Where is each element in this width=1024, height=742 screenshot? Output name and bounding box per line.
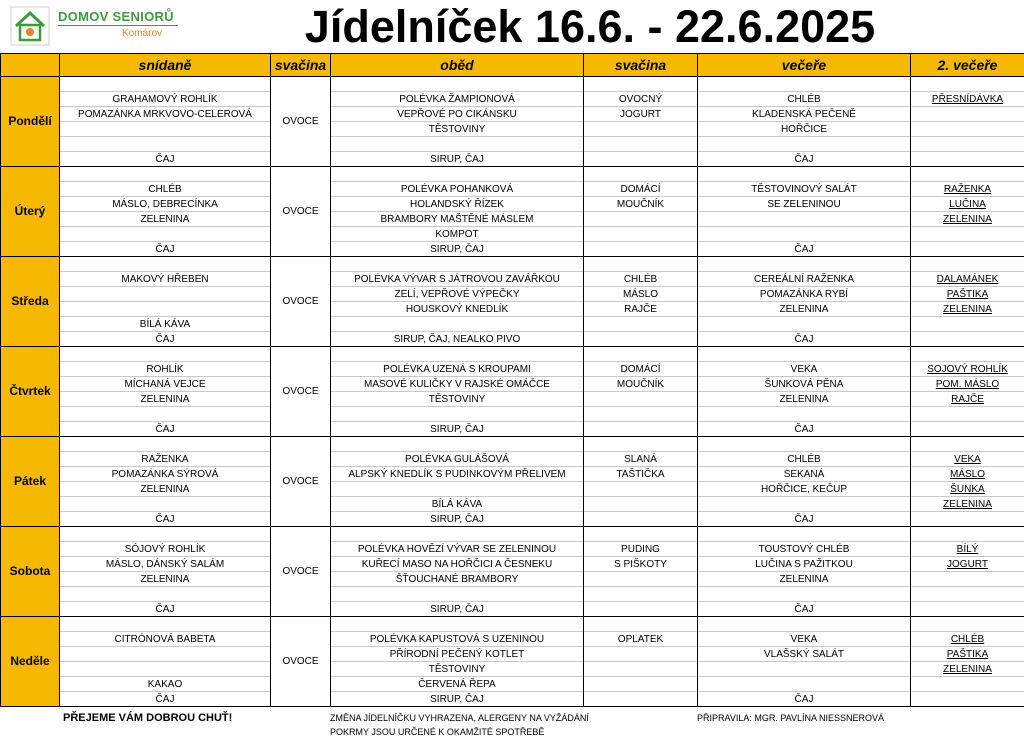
lunch-cell (331, 407, 584, 422)
table-row (1, 347, 1024, 362)
second-dinner-cell: POM. MÁSLO (911, 377, 1024, 392)
dinner-cell: SEKANÁ (698, 467, 911, 482)
lunch-cell: ŠŤOUCHANÉ BRAMBORY (331, 572, 584, 587)
day-name: Sobota (1, 527, 60, 617)
lunch-cell: TĚSTOVINY (331, 122, 584, 137)
snack-cell (584, 227, 698, 242)
snack-cell (584, 137, 698, 152)
table-row (1, 107, 1024, 122)
snack-cell (584, 647, 698, 662)
snack-cell (584, 152, 698, 167)
second-dinner-cell (911, 137, 1024, 152)
lunch-cell (331, 437, 584, 452)
dinner-cell (698, 167, 911, 182)
breakfast-cell: MÁSLO, DEBRECÍNKA (60, 197, 271, 212)
table-row (1, 212, 1024, 227)
lunch-cell (331, 137, 584, 152)
dinner-cell: SE ZELENINOU (698, 197, 911, 212)
second-dinner-cell (911, 227, 1024, 242)
breakfast-cell: SÓJOVÝ ROHLÍK (60, 542, 271, 557)
breakfast-cell: POMAZÁNKA SÝROVÁ (60, 467, 271, 482)
lunch-cell: POLÉVKA ŽAMPIONOVÁ (331, 92, 584, 107)
snack-cell: SLANÁ (584, 452, 698, 467)
breakfast-cell: ČAJ (60, 152, 271, 167)
dinner-cell (698, 587, 911, 602)
logo (10, 6, 240, 50)
lunch-cell: SIRUP, ČAJ (331, 242, 584, 257)
breakfast-cell: MÍCHANÁ VEJCE (60, 377, 271, 392)
snack-cell (584, 677, 698, 692)
lunch-cell: VEPŘOVÉ PO CIKÁNSKU (331, 107, 584, 122)
dinner-cell: ČAJ (698, 512, 911, 527)
second-dinner-cell (911, 617, 1024, 632)
dinner-cell (698, 497, 911, 512)
second-dinner-cell: MÁSLO (911, 467, 1024, 482)
header-snack-2: svačina (584, 54, 698, 77)
snack-fruit-cell: OVOCE (271, 257, 331, 347)
dinner-cell (698, 137, 911, 152)
lunch-cell: SIRUP, ČAJ (331, 422, 584, 437)
breakfast-cell: ZELENINA (60, 392, 271, 407)
snack-fruit-cell: OVOCE (271, 77, 331, 167)
dinner-cell: ZELENINA (698, 392, 911, 407)
snack-cell (584, 587, 698, 602)
breakfast-cell (60, 227, 271, 242)
breakfast-cell: MÁSLO, DÁNSKÝ SALÁM (60, 557, 271, 572)
breakfast-cell (60, 587, 271, 602)
lunch-cell (331, 77, 584, 92)
dinner-cell (698, 317, 911, 332)
second-dinner-cell: BÍLÝ (911, 542, 1024, 557)
table-row (1, 662, 1024, 677)
snack-cell (584, 122, 698, 137)
day-name: Pondělí (1, 77, 60, 167)
lunch-cell: POLÉVKA HOVĚZÍ VÝVAR SE ZELENINOU (331, 542, 584, 557)
dinner-cell: LUČINA S PAŽITKOU (698, 557, 911, 572)
logo-divider (58, 25, 178, 26)
snack-cell (584, 602, 698, 617)
logo-place: Komárov (122, 28, 163, 39)
second-dinner-cell: RAJČE (911, 392, 1024, 407)
breakfast-cell (60, 137, 271, 152)
second-dinner-cell (911, 437, 1024, 452)
breakfast-cell (60, 617, 271, 632)
breakfast-cell (60, 437, 271, 452)
lunch-cell (331, 317, 584, 332)
breakfast-cell (60, 647, 271, 662)
snack-cell (584, 242, 698, 257)
second-dinner-cell: PAŠTIKA (911, 647, 1024, 662)
breakfast-cell (60, 167, 271, 182)
snack-cell (584, 482, 698, 497)
breakfast-cell: CHLÉB (60, 182, 271, 197)
second-dinner-cell (911, 512, 1024, 527)
header-lunch: oběd (331, 54, 584, 77)
logo-name: DOMOV SENIORŮ (58, 9, 174, 24)
header-row (1, 54, 1024, 77)
snack-cell (584, 692, 698, 707)
second-dinner-cell (911, 527, 1024, 542)
lunch-cell: TĚSTOVINY (331, 392, 584, 407)
second-dinner-cell: ZELENINA (911, 212, 1024, 227)
lunch-cell: HOUSKOVÝ KNEDLÍK (331, 302, 584, 317)
dinner-cell (698, 527, 911, 542)
table-row (1, 257, 1024, 272)
menu-table (0, 53, 1024, 707)
second-dinner-cell: JOGURT (911, 557, 1024, 572)
lunch-cell: POLÉVKA UZENÁ S KROUPAMI (331, 362, 584, 377)
table-row (1, 167, 1024, 182)
table-row (1, 557, 1024, 572)
dinner-cell: CHLÉB (698, 452, 911, 467)
second-dinner-cell: SOJOVÝ ROHLÍK (911, 362, 1024, 377)
table-row (1, 242, 1024, 257)
table-row (1, 302, 1024, 317)
table-row (1, 512, 1024, 527)
dinner-cell: ČAJ (698, 692, 911, 707)
lunch-cell (331, 617, 584, 632)
day-name: Úterý (1, 167, 60, 257)
table-row (1, 692, 1024, 707)
snack-cell: OVOCNÝ (584, 92, 698, 107)
table-row (1, 467, 1024, 482)
header-snack-1: svačina (271, 54, 331, 77)
second-dinner-cell: DALAMÁNEK (911, 272, 1024, 287)
table-row (1, 92, 1024, 107)
day-name: Čtvrtek (1, 347, 60, 437)
house-logo-icon (10, 6, 50, 46)
table-row (1, 617, 1024, 632)
second-dinner-cell (911, 152, 1024, 167)
dinner-cell: ZELENINA (698, 572, 911, 587)
second-dinner-cell: LUČINA (911, 197, 1024, 212)
table-row (1, 647, 1024, 662)
snack-cell: DOMÁCÍ (584, 182, 698, 197)
lunch-cell: BRAMBORY MAŠTĚNÉ MÁSLEM (331, 212, 584, 227)
snack-cell: MOUČNÍK (584, 197, 698, 212)
footer-note-consumption: POKRMY JSOU URČENÉ K OKAMŽITÉ SPOTŘEBĚ (330, 726, 545, 737)
snack-cell (584, 77, 698, 92)
table-row (1, 272, 1024, 287)
breakfast-cell (60, 347, 271, 362)
snack-cell (584, 392, 698, 407)
table-row (1, 677, 1024, 692)
snack-cell: DOMÁCÍ (584, 362, 698, 377)
breakfast-cell (60, 407, 271, 422)
lunch-cell: KOMPOT (331, 227, 584, 242)
breakfast-cell: ZELENINA (60, 482, 271, 497)
snack-fruit-cell: OVOCE (271, 167, 331, 257)
lunch-cell (331, 527, 584, 542)
table-row (1, 317, 1024, 332)
second-dinner-cell (911, 77, 1024, 92)
dinner-cell: ZELENINA (698, 302, 911, 317)
lunch-cell: KUŘECÍ MASO NA HOŘČICI A ČESNEKU (331, 557, 584, 572)
lunch-cell: POLÉVKA KAPUSTOVÁ S UZENINOU (331, 632, 584, 647)
footer-prepared-by: PŘIPRAVILA: MGR. PAVLÍNA NIESSNEROVÁ (697, 712, 885, 723)
dinner-cell: VLAŠSKÝ SALÁT (698, 647, 911, 662)
header-breakfast: snídaně (60, 54, 271, 77)
snack-cell (584, 407, 698, 422)
dinner-cell (698, 257, 911, 272)
second-dinner-cell: RAŽENKA (911, 182, 1024, 197)
dinner-cell: CHLÉB (698, 92, 911, 107)
table-row (1, 542, 1024, 557)
breakfast-cell (60, 257, 271, 272)
second-dinner-cell: VEKA (911, 452, 1024, 467)
second-dinner-cell: ZELENINA (911, 497, 1024, 512)
second-dinner-cell (911, 332, 1024, 347)
breakfast-cell (60, 662, 271, 677)
table-row (1, 527, 1024, 542)
table-row (1, 332, 1024, 347)
lunch-cell: HOLANDSKÝ ŘÍZEK (331, 197, 584, 212)
breakfast-cell: CITRÓNOVÁ BABETA (60, 632, 271, 647)
breakfast-cell: ČAJ (60, 692, 271, 707)
breakfast-cell (60, 527, 271, 542)
table-row (1, 437, 1024, 452)
dinner-cell (698, 437, 911, 452)
lunch-cell (331, 347, 584, 362)
dinner-cell: VEKA (698, 362, 911, 377)
dinner-cell (698, 407, 911, 422)
breakfast-cell: ČAJ (60, 512, 271, 527)
snack-cell (584, 662, 698, 677)
table-row (1, 452, 1024, 467)
day-name: Pátek (1, 437, 60, 527)
dinner-cell: HOŘČICE, KEČUP (698, 482, 911, 497)
dinner-cell (698, 347, 911, 362)
dinner-cell (698, 617, 911, 632)
dinner-cell: ČAJ (698, 602, 911, 617)
second-dinner-cell (911, 677, 1024, 692)
lunch-cell: BÍLÁ KÁVA (331, 497, 584, 512)
table-row (1, 587, 1024, 602)
table-row (1, 362, 1024, 377)
snack-cell: RAJČE (584, 302, 698, 317)
dinner-cell (698, 662, 911, 677)
snack-cell (584, 167, 698, 182)
snack-fruit-cell: OVOCE (271, 437, 331, 527)
header-second-dinner: 2. večeře (911, 54, 1024, 77)
second-dinner-cell: PŘESNÍDÁVKA (911, 92, 1024, 107)
footer-wish: PŘEJEME VÁM DOBROU CHUŤ! (63, 711, 233, 724)
lunch-cell: PŘÍRODNÍ PEČENÝ KOTLET (331, 647, 584, 662)
breakfast-cell: ROHLÍK (60, 362, 271, 377)
breakfast-cell: POMAZÁNKA MRKVOVO-CELEROVÁ (60, 107, 271, 122)
breakfast-cell (60, 497, 271, 512)
snack-cell: PUDING (584, 542, 698, 557)
snack-cell (584, 332, 698, 347)
lunch-cell: POLÉVKA POHANKOVÁ (331, 182, 584, 197)
day-name: Neděle (1, 617, 60, 707)
second-dinner-cell (911, 407, 1024, 422)
second-dinner-cell (911, 587, 1024, 602)
lunch-cell: MASOVÉ KULIČKY V RAJSKÉ OMÁČCE (331, 377, 584, 392)
snack-cell (584, 317, 698, 332)
lunch-cell: POLÉVKA VÝVAR S JÁTROVOU ZAVÁŘKOU (331, 272, 584, 287)
snack-cell: CHLÉB (584, 272, 698, 287)
snack-cell (584, 347, 698, 362)
snack-cell: OPLATEK (584, 632, 698, 647)
table-row (1, 122, 1024, 137)
second-dinner-cell (911, 167, 1024, 182)
dinner-cell: POMAZÁNKA RYBÍ (698, 287, 911, 302)
dinner-cell (698, 212, 911, 227)
second-dinner-cell (911, 602, 1024, 617)
lunch-cell: POLÉVKA GULÁŠOVÁ (331, 452, 584, 467)
snack-cell (584, 617, 698, 632)
table-row (1, 422, 1024, 437)
dinner-cell: CEREÁLNÍ RAŽENKA (698, 272, 911, 287)
lunch-cell (331, 482, 584, 497)
snack-cell: TAŠTIČKA (584, 467, 698, 482)
lunch-cell (331, 257, 584, 272)
table-row (1, 227, 1024, 242)
header-dinner: večeře (698, 54, 911, 77)
table-row (1, 287, 1024, 302)
snack-cell (584, 572, 698, 587)
table-row (1, 497, 1024, 512)
dinner-cell: ČAJ (698, 422, 911, 437)
snack-fruit-cell: OVOCE (271, 347, 331, 437)
table-row (1, 482, 1024, 497)
second-dinner-cell (911, 122, 1024, 137)
lunch-cell (331, 587, 584, 602)
lunch-cell: SIRUP, ČAJ (331, 692, 584, 707)
footer-note-allergens: ZMĚNA JÍDELNÍČKU VYHRAZENA, ALERGENY NA VYŽÁDÁNÍ (330, 712, 589, 723)
lunch-cell (331, 167, 584, 182)
breakfast-cell: BÍLÁ KÁVA (60, 317, 271, 332)
breakfast-cell (60, 287, 271, 302)
breakfast-cell: MAKOVÝ HŘEBEN (60, 272, 271, 287)
table-row (1, 182, 1024, 197)
header-corner (1, 54, 60, 77)
day-name: Středa (1, 257, 60, 347)
dinner-cell: VEKA (698, 632, 911, 647)
dinner-cell: ČAJ (698, 152, 911, 167)
lunch-cell: SIRUP, ČAJ (331, 152, 584, 167)
table-row (1, 377, 1024, 392)
table-row (1, 152, 1024, 167)
snack-cell: MOUČNÍK (584, 377, 698, 392)
second-dinner-cell (911, 422, 1024, 437)
snack-cell (584, 497, 698, 512)
second-dinner-cell (911, 107, 1024, 122)
snack-cell (584, 512, 698, 527)
breakfast-cell (60, 302, 271, 317)
breakfast-cell: ČAJ (60, 602, 271, 617)
snack-cell (584, 527, 698, 542)
snack-cell (584, 212, 698, 227)
page-title: Jídelníček 16.6. - 22.6.2025 (304, 1, 876, 52)
second-dinner-cell (911, 257, 1024, 272)
dinner-cell: KLADENSKÁ PEČENĚ (698, 107, 911, 122)
table-row (1, 572, 1024, 587)
snack-cell (584, 437, 698, 452)
second-dinner-cell (911, 242, 1024, 257)
table-row (1, 632, 1024, 647)
second-dinner-cell: CHLÉB (911, 632, 1024, 647)
table-row (1, 392, 1024, 407)
dinner-cell: ČAJ (698, 332, 911, 347)
dinner-cell (698, 227, 911, 242)
snack-cell: JOGURT (584, 107, 698, 122)
second-dinner-cell: ZELENINA (911, 302, 1024, 317)
snack-cell: MÁSLO (584, 287, 698, 302)
breakfast-cell (60, 122, 271, 137)
breakfast-cell: ČAJ (60, 422, 271, 437)
table-row (1, 77, 1024, 92)
dinner-cell (698, 77, 911, 92)
lunch-cell: SIRUP, ČAJ (331, 512, 584, 527)
dinner-cell (698, 677, 911, 692)
second-dinner-cell (911, 347, 1024, 362)
breakfast-cell: ČAJ (60, 242, 271, 257)
snack-cell (584, 257, 698, 272)
dinner-cell: TOUSTOVÝ CHLÉB (698, 542, 911, 557)
lunch-cell: SIRUP, ČAJ, NEALKO PIVO (331, 332, 584, 347)
breakfast-cell (60, 77, 271, 92)
table-row (1, 137, 1024, 152)
snack-fruit-cell: OVOCE (271, 527, 331, 617)
dinner-cell: TĚSTOVINOVÝ SALÁT (698, 182, 911, 197)
lunch-cell: ČERVENÁ ŘEPA (331, 677, 584, 692)
snack-cell (584, 422, 698, 437)
second-dinner-cell (911, 317, 1024, 332)
second-dinner-cell: ZELENINA (911, 662, 1024, 677)
table-row (1, 602, 1024, 617)
breakfast-cell: GRAHAMOVÝ ROHLÍK (60, 92, 271, 107)
lunch-cell: ZELÍ, VEPŘOVÉ VÝPEČKY (331, 287, 584, 302)
second-dinner-cell: PAŠTIKA (911, 287, 1024, 302)
snack-fruit-cell: OVOCE (271, 617, 331, 707)
second-dinner-cell (911, 692, 1024, 707)
lunch-cell: ALPSKÝ KNEDLÍK S PUDINKOVÝM PŘELIVEM (331, 467, 584, 482)
dinner-cell: ŠUNKOVÁ PĚNA (698, 377, 911, 392)
breakfast-cell: ČAJ (60, 332, 271, 347)
breakfast-cell: RAŽENKA (60, 452, 271, 467)
second-dinner-cell: ŠUNKA (911, 482, 1024, 497)
breakfast-cell: ZELENINA (60, 212, 271, 227)
dinner-cell: ČAJ (698, 242, 911, 257)
footer (0, 711, 1024, 739)
dinner-cell: HOŘČICE (698, 122, 911, 137)
snack-cell: S PIŠKOTY (584, 557, 698, 572)
lunch-cell: TĚSTOVINY (331, 662, 584, 677)
table-row (1, 197, 1024, 212)
lunch-cell: SIRUP, ČAJ (331, 602, 584, 617)
breakfast-cell: KAKAO (60, 677, 271, 692)
table-row (1, 407, 1024, 422)
breakfast-cell: ZELENINA (60, 572, 271, 587)
second-dinner-cell (911, 572, 1024, 587)
